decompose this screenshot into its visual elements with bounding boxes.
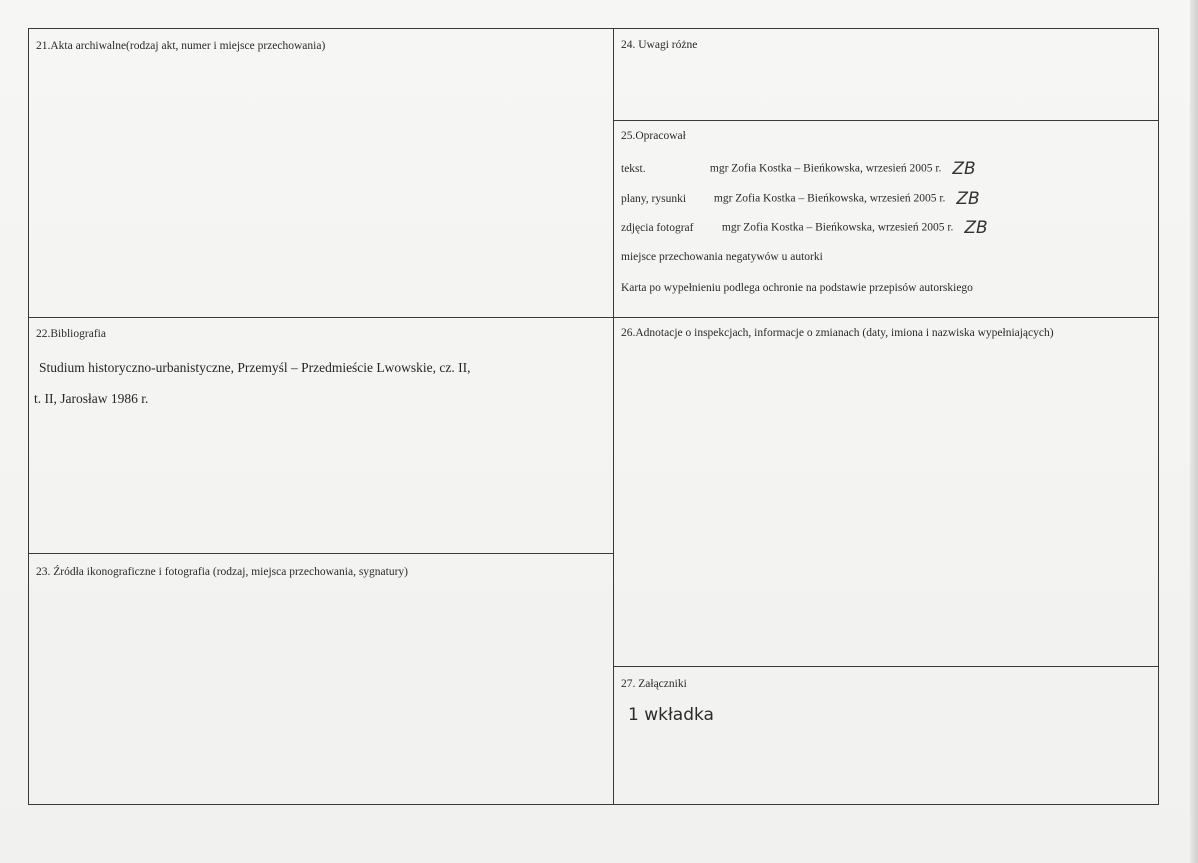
section-26-label: 26.Adnotacje o inspekcjach, informacje o zmianach (daty, imiona i nazwiska wypełniających)	[621, 327, 1054, 339]
section-24-label: 24. Uwagi różne	[621, 39, 698, 51]
bibliography-line-1: Studium historyczno-urbanistyczne, Przemyśl – Przedmieście Lwowskie, cz. II,	[39, 360, 471, 375]
section-22-cell	[28, 317, 614, 554]
author-row-key: plany, rysunki	[621, 192, 687, 205]
section-27-cell	[613, 666, 1159, 805]
section-26-cell	[613, 317, 1159, 667]
section-23-label: 23. Źródła ikonograficzne i fotografia (rodzaj, miejsca przechowania, sygnatury)	[36, 566, 408, 578]
section-21-label: 21.Akta archiwalne(rodzaj akt, numer i miejsce przechowania)	[36, 40, 326, 52]
signature-initials: ZB	[952, 159, 976, 179]
section-23-cell	[28, 553, 614, 805]
author-row-value: mgr Zofia Kostka – Bieńkowska, wrzesień 2005 r.	[713, 192, 946, 205]
author-row-text	[621, 159, 976, 179]
author-row-key: zdjęcia fotograf	[621, 221, 694, 234]
attachments-handwritten: 1 wkładka	[628, 705, 714, 725]
section-21-cell	[28, 28, 614, 318]
author-row-value: mgr Zofia Kostka – Bieńkowska, wrzesień 2005 r.	[709, 162, 942, 175]
author-row-plans	[621, 189, 980, 209]
paper-edge	[1190, 0, 1198, 863]
signature-initials: ZB	[964, 218, 988, 238]
bibliography-line-2: t. II, Jarosław 1986 r.	[34, 391, 149, 406]
author-row-key: tekst.	[621, 162, 646, 175]
author-row-photos	[621, 218, 988, 238]
signature-initials: ZB	[956, 189, 980, 209]
section-25-label: 25.Opracował	[621, 130, 686, 142]
section-27-label: 27. Załączniki	[621, 678, 687, 690]
section-22-label: 22.Bibliografia	[36, 328, 106, 340]
copyright-note: Karta po wypełnieniu podlega ochronie na podstawie przepisów autorskiego	[621, 282, 973, 294]
author-row-value: mgr Zofia Kostka – Bieńkowska, wrzesień 2005 r.	[721, 221, 954, 234]
section-25-cell	[613, 120, 1159, 318]
section-24-cell	[613, 28, 1159, 121]
negatives-storage: miejsce przechowania negatywów u autorki	[621, 251, 823, 263]
